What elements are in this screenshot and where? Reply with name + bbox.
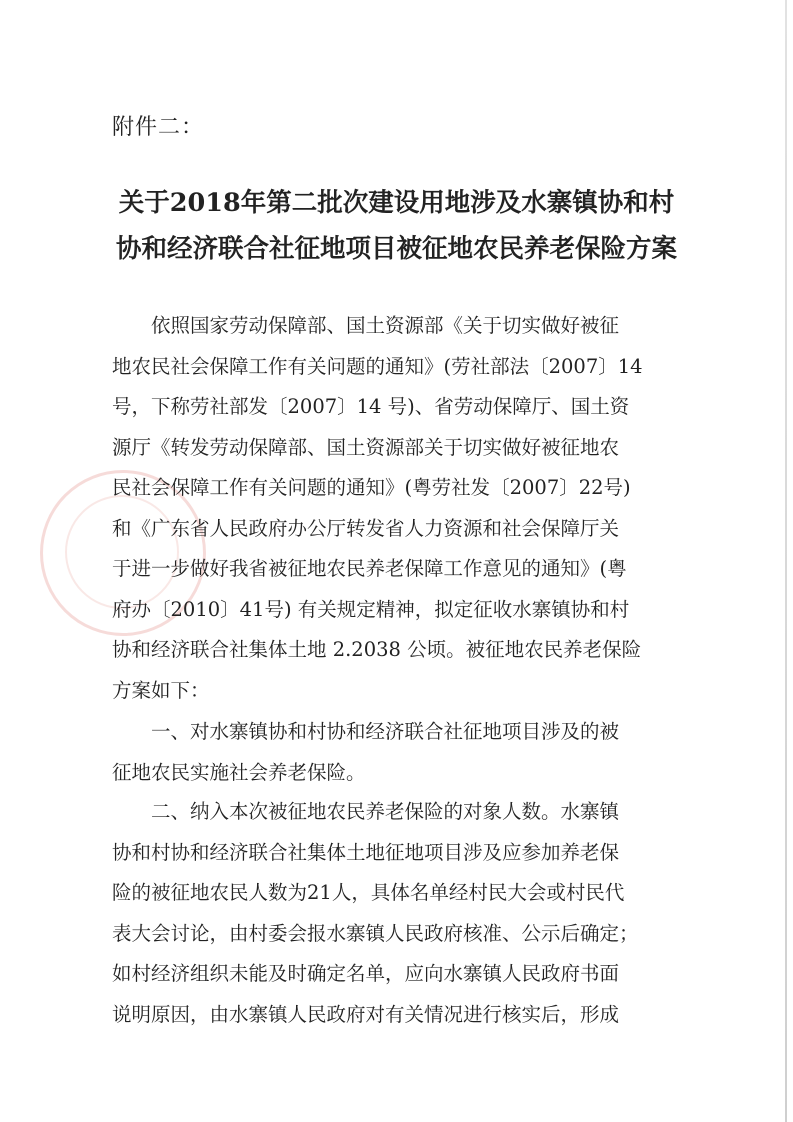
paragraph-line: 征地农民实施社会养老保险。 bbox=[112, 760, 366, 784]
paragraph-line: 府办〔2010〕41号) 有关规定精神，拟定征收水寨镇协和村 bbox=[112, 597, 630, 621]
scan-page-edge bbox=[785, 0, 787, 1122]
paragraph-line: 险的被征地农民人数为21人，具体名单经村民大会或村民代 bbox=[112, 881, 625, 904]
paragraph-section-2 bbox=[112, 792, 672, 1035]
document-title-line-1: 关于2018年第二批次建设用地涉及水寨镇协和村 bbox=[118, 188, 675, 218]
paragraph-line: 号，下称劳社部发〔2007〕14 号)、省劳动保障厅、国土资 bbox=[112, 395, 630, 418]
paragraph-line: 说明原因，由水寨镇人民政府对有关情况进行核实后，形成 bbox=[112, 1002, 620, 1026]
paragraph-line: 于进一步做好我省被征地农民养老保障工作意见的通知》(粤 bbox=[112, 557, 627, 580]
paragraph-section-1 bbox=[112, 712, 672, 793]
document-title-line-2: 协和经济联合社征地项目被征地农民养老保险方案 bbox=[115, 234, 677, 264]
paragraph-line: 二、纳入本次被征地农民养老保险的对象人数。水寨镇 bbox=[112, 800, 620, 823]
paragraph-line: 方案如下： bbox=[112, 678, 210, 702]
paragraph-basis bbox=[112, 306, 672, 711]
paragraph-line: 依照国家劳动保障部、国土资源部《关于切实做好被征 bbox=[112, 314, 620, 337]
attachment-label: 附件二： bbox=[112, 115, 205, 140]
paragraph-line: 民社会保障工作有关问题的通知》(粤劳社发〔2007〕22号) bbox=[112, 476, 631, 499]
paragraph-line: 和《广东省人民政府办公厅转发省人力资源和社会保障厅关 bbox=[112, 516, 620, 540]
paragraph-line: 协和村协和经济联合社集体土地征地项目涉及应参加养老保 bbox=[112, 840, 620, 864]
paragraph-line: 表大会讨论，由村委会报水寨镇人民政府核准、公示后确定； bbox=[112, 921, 639, 945]
paragraph-line: 如村经济组织未能及时确定名单，应向水寨镇人民政府书面 bbox=[112, 962, 620, 985]
paragraph-line: 地农民社会保障工作有关问题的通知》(劳社部法〔2007〕14 bbox=[112, 354, 643, 378]
paragraph-line: 协和经济联合社集体土地 2.2038 公顷。被征地农民养老保险 bbox=[112, 638, 642, 661]
paragraph-line: 一、对水寨镇协和村协和经济联合社征地项目涉及的被 bbox=[112, 720, 620, 743]
paragraph-line: 源厅《转发劳动保障部、国土资源部关于切实做好被征地农 bbox=[112, 435, 620, 459]
